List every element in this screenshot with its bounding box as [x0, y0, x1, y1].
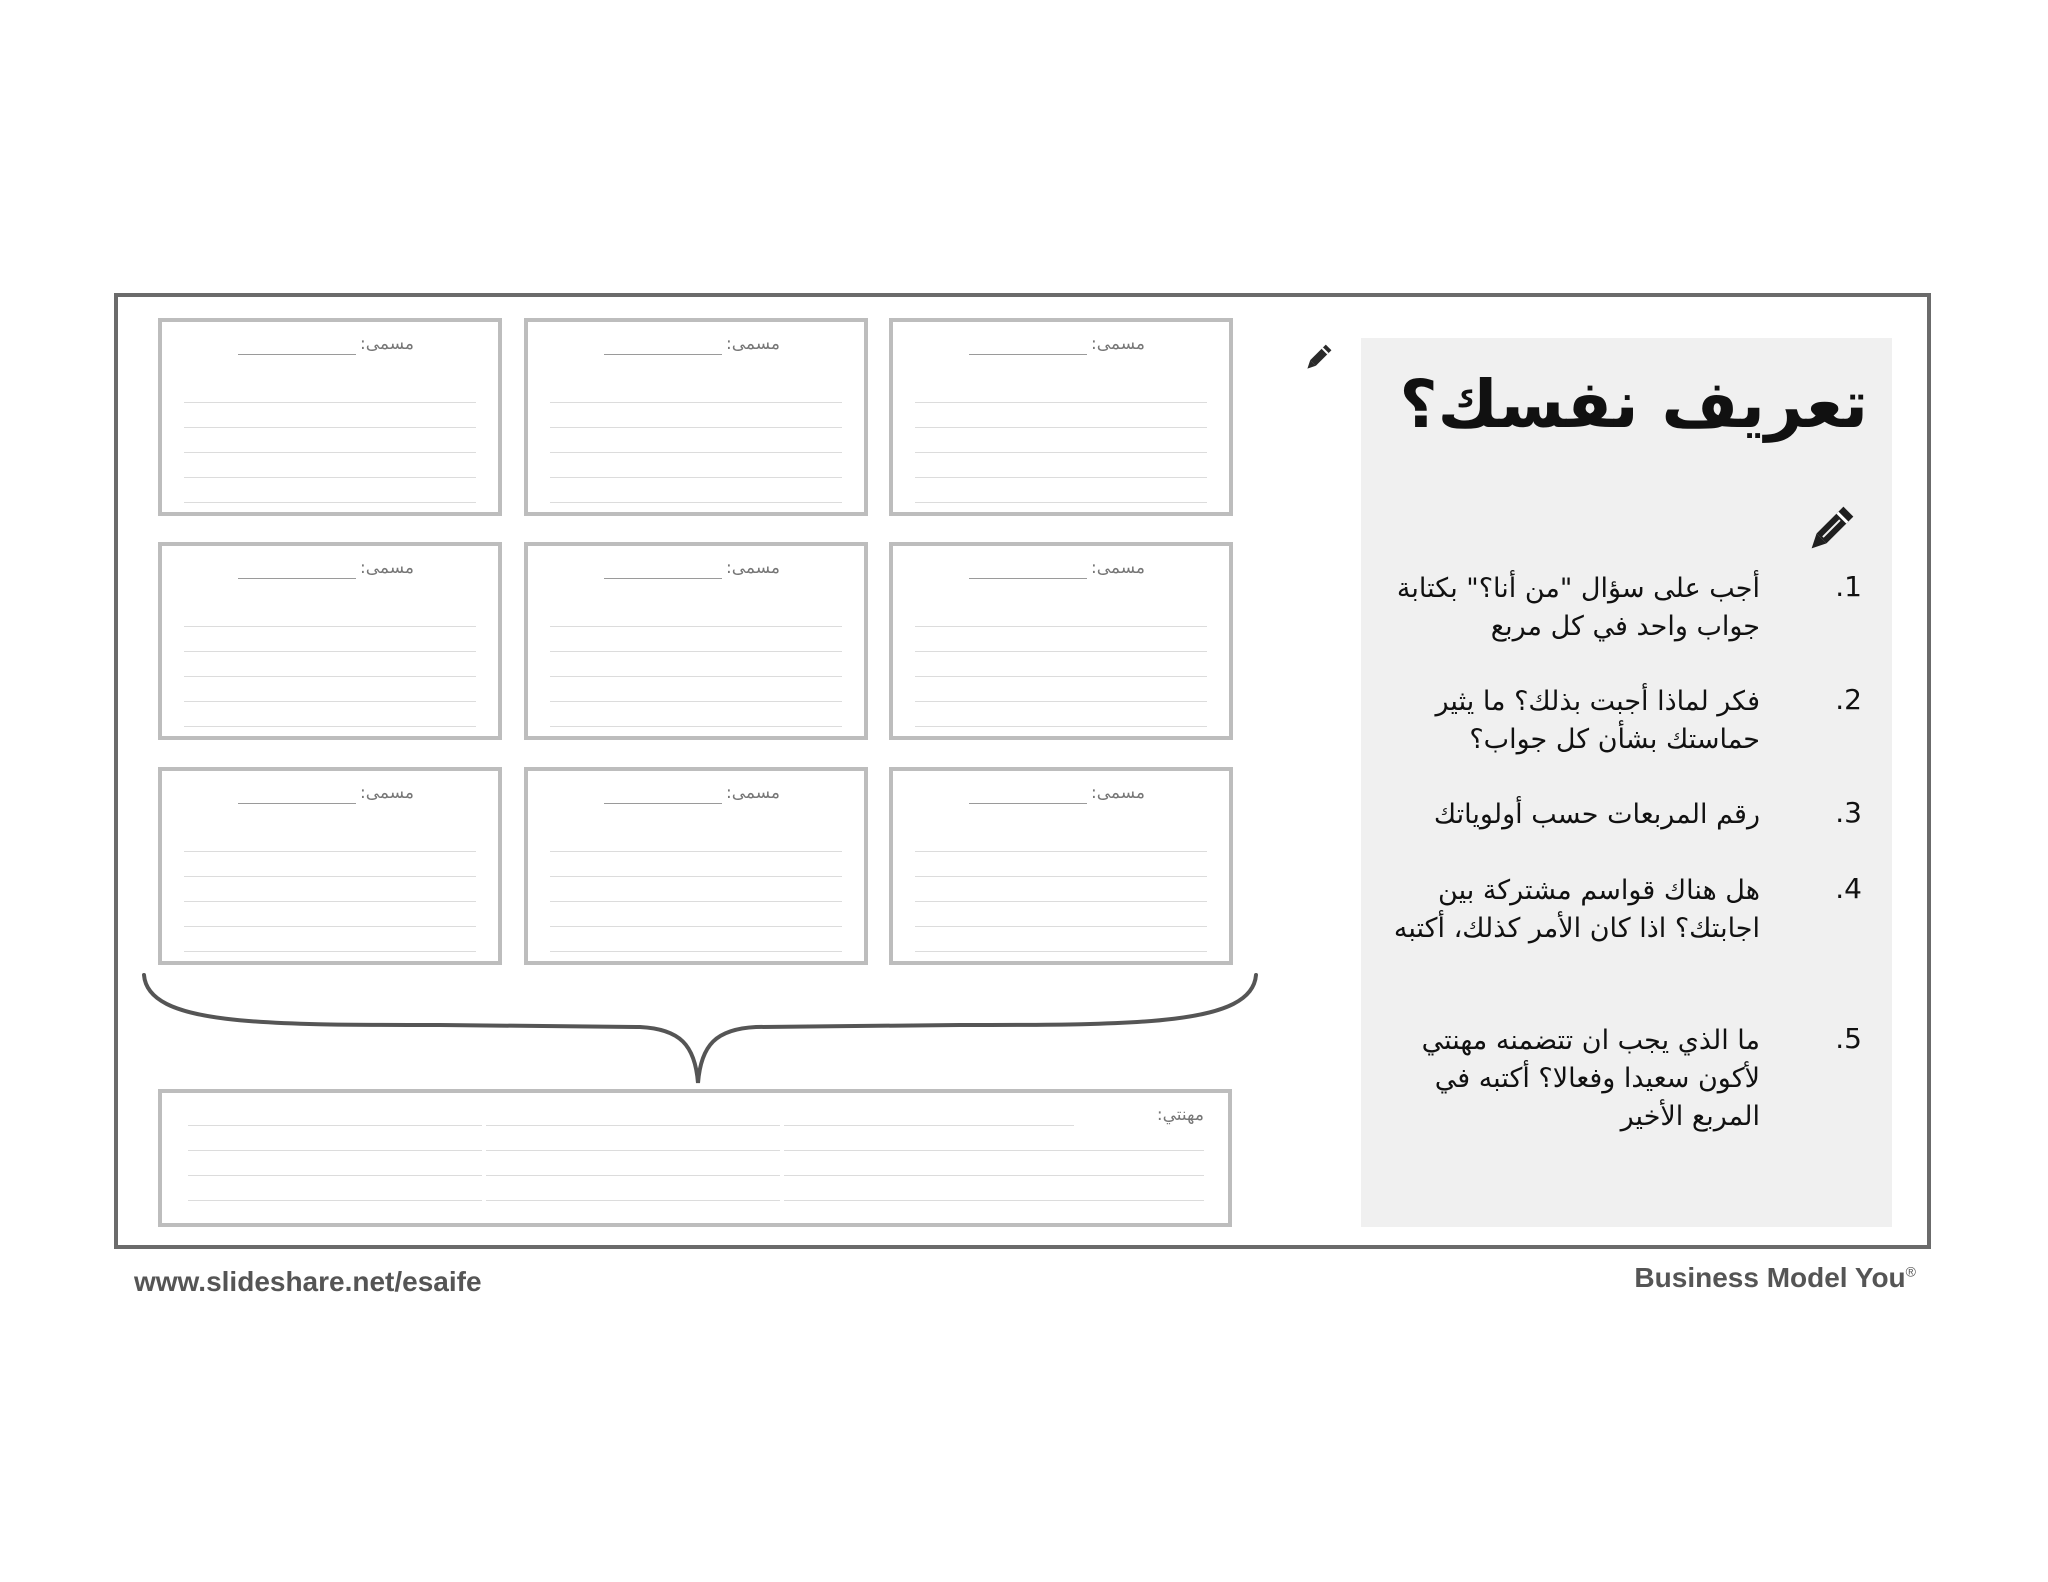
- writing-line: [915, 651, 1207, 652]
- answer-card-7[interactable]: [158, 767, 502, 965]
- instruction-step-1: [1372, 570, 1862, 690]
- writing-line: [184, 502, 476, 503]
- writing-line: [184, 427, 476, 428]
- writing-line: [550, 676, 842, 677]
- answer-card-4[interactable]: [158, 542, 502, 740]
- label-blank-line: [604, 803, 722, 804]
- writing-line: [550, 901, 842, 902]
- registered-mark: ®: [1905, 1263, 1916, 1280]
- instructions-panel: [1361, 338, 1892, 1227]
- writing-line: [550, 502, 842, 503]
- answer-card-1[interactable]: [158, 318, 502, 516]
- step-text: رقم المربعات حسب أولوياتك: [1433, 799, 1760, 830]
- writing-line: [915, 851, 1207, 852]
- step-text: فكر لماذا أجبت بذلك؟ ما يثير حماستك بشأن كل جواب؟: [1435, 686, 1760, 755]
- writing-line: [184, 951, 476, 952]
- pencil-icon: [1802, 502, 1858, 558]
- card-label: مسمى:: [360, 334, 414, 354]
- card-label: مسمى:: [1091, 558, 1145, 578]
- writing-line: [184, 626, 476, 627]
- step-number: .5: [1835, 1022, 1862, 1055]
- writing-line: [550, 876, 842, 877]
- page-title: تعريف نفسك؟: [1399, 366, 1868, 443]
- writing-line: [550, 477, 842, 478]
- writing-line: [915, 452, 1207, 453]
- instruction-step-4: [1372, 872, 1862, 992]
- writing-line: [486, 1175, 780, 1176]
- label-blank-line: [969, 578, 1087, 579]
- writing-line: [184, 926, 476, 927]
- writing-line: [915, 876, 1207, 877]
- writing-line: [188, 1150, 482, 1151]
- writing-line: [550, 626, 842, 627]
- writing-line: [915, 676, 1207, 677]
- source-url: www.slideshare.net/esaife: [134, 1266, 482, 1297]
- card-label: مسمى:: [360, 558, 414, 578]
- answer-card-6[interactable]: [889, 542, 1233, 740]
- label-blank-line: [238, 578, 356, 579]
- step-text: هل هناك قواسم مشتركة بين اجابتك؟ اذا كان الأمر كذلك، أكتبه: [1393, 875, 1760, 944]
- answer-card-2[interactable]: [524, 318, 868, 516]
- writing-line: [784, 1175, 1204, 1176]
- writing-line: [784, 1125, 1074, 1126]
- career-label: مهنتي:: [1156, 1105, 1204, 1125]
- writing-line: [550, 402, 842, 403]
- step-text: ما الذي يجب ان تتضمنه مهنتي لأكون سعيدا وفعالا؟ أكتبه في المربع الأخير: [1421, 1025, 1760, 1132]
- writing-line: [184, 851, 476, 852]
- writing-line: [550, 427, 842, 428]
- writing-line: [184, 676, 476, 677]
- writing-line: [486, 1200, 780, 1201]
- curly-brace: [140, 965, 1260, 1090]
- answer-card-8[interactable]: [524, 767, 868, 965]
- card-label: مسمى:: [1091, 334, 1145, 354]
- writing-line: [184, 876, 476, 877]
- writing-line: [188, 1125, 482, 1126]
- writing-line: [915, 926, 1207, 927]
- instruction-step-5: [1372, 1022, 1862, 1142]
- writing-line: [915, 951, 1207, 952]
- label-blank-line: [969, 354, 1087, 355]
- writing-line: [550, 951, 842, 952]
- writing-line: [184, 701, 476, 702]
- brand-credit: [1634, 1262, 1916, 1294]
- step-number: .3: [1835, 796, 1862, 829]
- label-blank-line: [604, 578, 722, 579]
- writing-line: [188, 1175, 482, 1176]
- writing-line: [550, 651, 842, 652]
- card-label: مسمى:: [726, 783, 780, 803]
- label-blank-line: [604, 354, 722, 355]
- writing-line: [550, 701, 842, 702]
- writing-line: [784, 1150, 1204, 1151]
- writing-line: [550, 452, 842, 453]
- writing-line: [486, 1125, 780, 1126]
- writing-line: [184, 726, 476, 727]
- writing-line: [184, 651, 476, 652]
- writing-line: [184, 402, 476, 403]
- writing-line: [184, 477, 476, 478]
- card-label: مسمى:: [360, 783, 414, 803]
- instruction-step-2: [1372, 683, 1862, 803]
- writing-line: [915, 427, 1207, 428]
- writing-line: [915, 726, 1207, 727]
- step-number: .2: [1835, 683, 1862, 716]
- writing-line: [915, 901, 1207, 902]
- writing-line: [550, 851, 842, 852]
- writing-line: [915, 477, 1207, 478]
- step-text: أجب على سؤال "من أنا؟" بكتابة جواب واحد في كل مربع: [1396, 573, 1760, 642]
- step-number: .4: [1835, 872, 1862, 905]
- writing-line: [184, 901, 476, 902]
- career-card[interactable]: [158, 1089, 1232, 1227]
- card-label: مسمى:: [726, 334, 780, 354]
- brand-name: Business Model You: [1634, 1262, 1906, 1293]
- label-blank-line: [238, 354, 356, 355]
- writing-line: [915, 626, 1207, 627]
- pencil-icon: [1301, 341, 1335, 375]
- label-blank-line: [238, 803, 356, 804]
- writing-line: [915, 701, 1207, 702]
- card-label: مسمى:: [726, 558, 780, 578]
- writing-line: [915, 502, 1207, 503]
- writing-line: [550, 726, 842, 727]
- card-label: مسمى:: [1091, 783, 1145, 803]
- label-blank-line: [969, 803, 1087, 804]
- writing-line: [550, 926, 842, 927]
- step-number: .1: [1835, 570, 1862, 603]
- answer-card-9[interactable]: [889, 767, 1233, 965]
- writing-line: [188, 1200, 482, 1201]
- answer-card-5[interactable]: [524, 542, 868, 740]
- writing-line: [486, 1150, 780, 1151]
- writing-line: [784, 1200, 1204, 1201]
- answer-card-3[interactable]: [889, 318, 1233, 516]
- writing-line: [184, 452, 476, 453]
- writing-line: [915, 402, 1207, 403]
